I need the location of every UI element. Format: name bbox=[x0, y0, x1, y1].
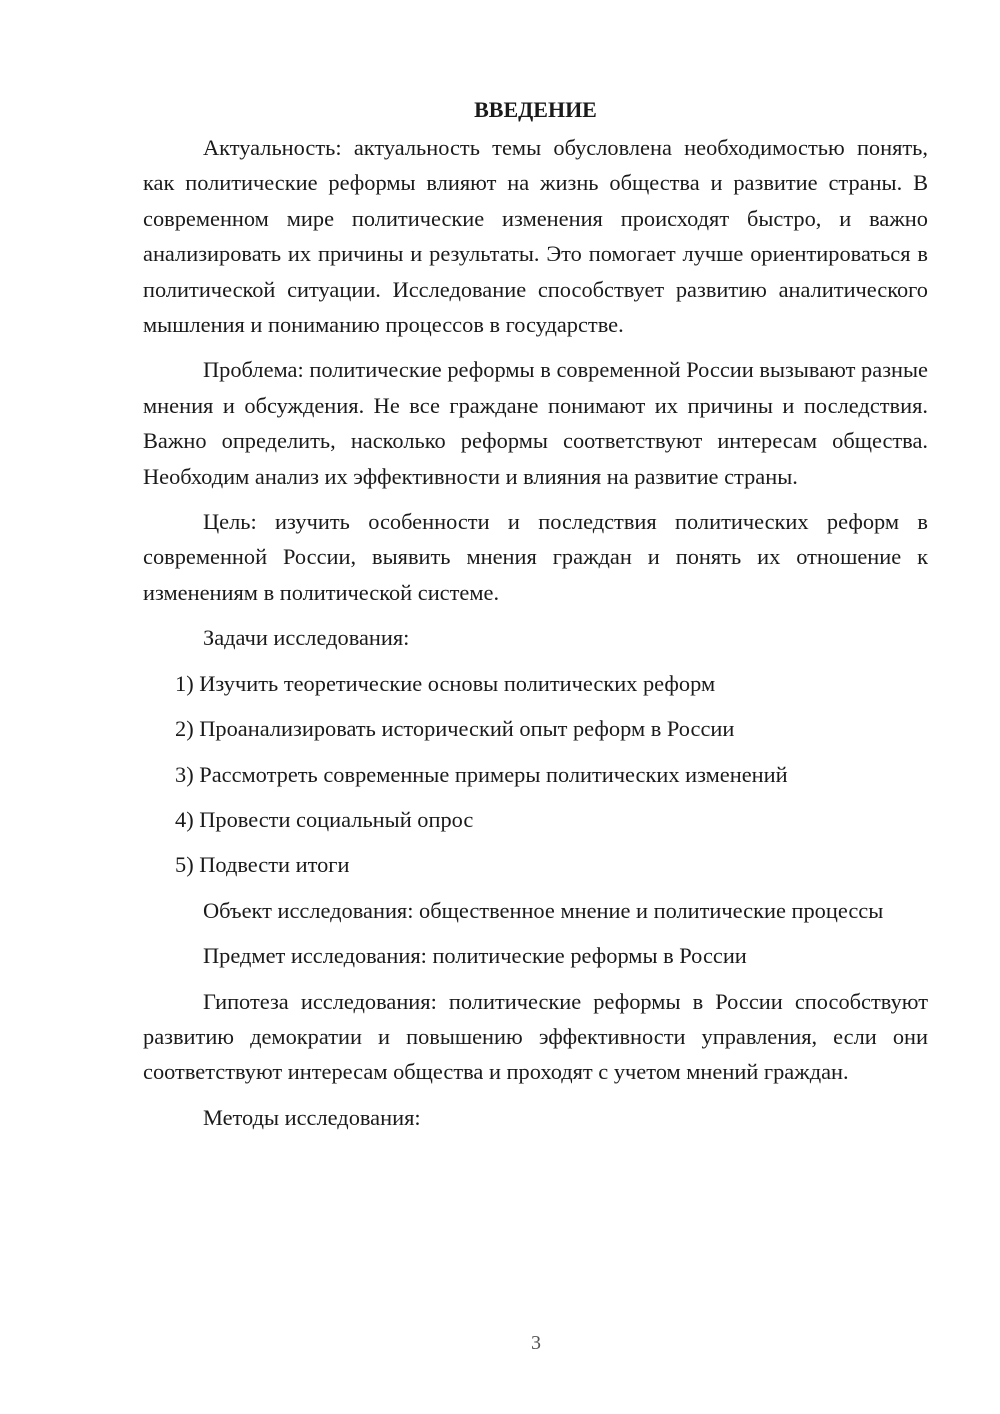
list-item: 2) Проанализировать исторический опыт реформ в России bbox=[175, 716, 735, 742]
page-number: 3 bbox=[531, 1332, 541, 1354]
object-paragraph: Объект исследования: общественное мнение и политические процессы bbox=[203, 897, 884, 923]
list-item: 1) Изучить теоретические основы политических реформ bbox=[175, 670, 716, 696]
page-content bbox=[143, 92, 928, 1145]
problem-paragraph: Проблема: политические реформы в современной России вызывают разные мнения и обсуждения. Не все граждане понимают их причины и последствия. Важно определить, насколько реформы соответствуют интересам общества. Необходим анализ их эффективности и влияния на развитие страны. bbox=[143, 357, 928, 489]
list-item: 5) Подвести итоги bbox=[175, 852, 350, 878]
list-item: 4) Провести социальный опрос bbox=[175, 806, 474, 832]
task-list bbox=[143, 666, 928, 883]
list-item: 3) Рассмотреть современные примеры политических изменений bbox=[175, 761, 788, 787]
subject-paragraph: Предмет исследования: политические реформы в России bbox=[203, 943, 747, 969]
goal-paragraph: Цель: изучить особенности и последствия политических реформ в современной России, выявить мнения граждан и понять их отношение к изменениям в политической системе. bbox=[143, 509, 928, 605]
relevance-paragraph: Актуальность: актуальность темы обусловлена необходимостью понять, как политические реформы влияют на жизнь общества и развитие страны. В современном мире политические изменения происходят быстро, и важно анализировать их причины и результаты. Это помогает лучше ориентироваться в политической ситуации. Исследование способствует развитию аналитического мышления и пониманию процессов в государстве. bbox=[143, 135, 928, 338]
hypothesis-paragraph: Гипотеза исследования: политические реформы в России способствуют развитию демократии и повышению эффективности управления, если они соответствуют интересам общества и проходят с учетом мнений граждан. bbox=[143, 988, 928, 1085]
methods-heading: Методы исследования: bbox=[203, 1104, 421, 1130]
page-title: ВВЕДЕНИЕ bbox=[474, 97, 597, 122]
tasks-heading: Задачи исследования: bbox=[203, 625, 410, 651]
